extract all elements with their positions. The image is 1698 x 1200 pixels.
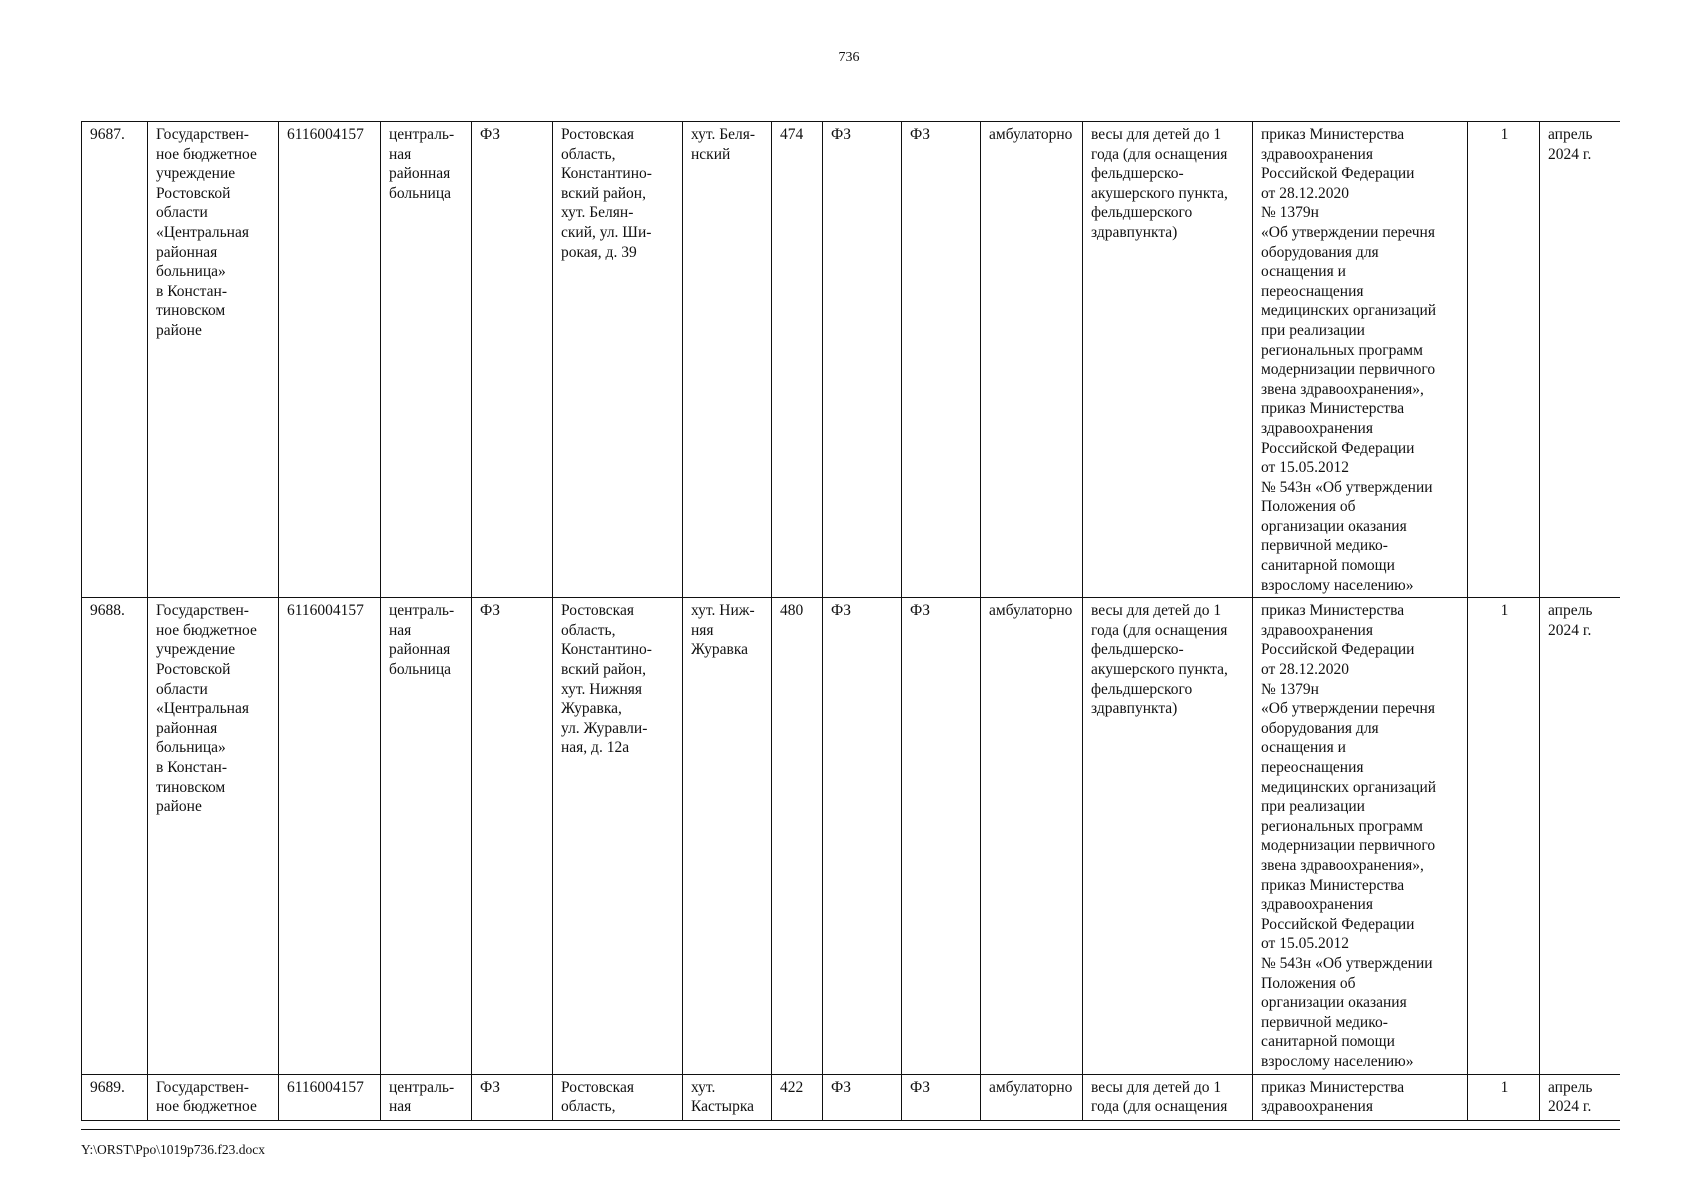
due-date: апрель 2024 г.	[1540, 1074, 1621, 1120]
column-8-value: ФЗ	[823, 1074, 902, 1120]
column-9-value: ФЗ	[902, 598, 981, 1074]
organization-type: централь- ная	[381, 1074, 472, 1120]
column-4-value: ФЗ	[472, 1074, 553, 1120]
column-9-value: ФЗ	[902, 1074, 981, 1120]
due-date: апрель 2024 г.	[1540, 122, 1621, 598]
row-number: 9687.	[82, 122, 148, 598]
column-8-value: ФЗ	[823, 598, 902, 1074]
equipment: весы для детей до 1 года (для оснащения	[1083, 1074, 1253, 1120]
organization-name: Государствен- ное бюджетное учреждение Ростовской области «Центральная районная больница» в Констан- тиновском районе	[148, 598, 279, 1074]
address: Ростовская область,	[553, 1074, 683, 1120]
quantity: 1	[1468, 1074, 1540, 1120]
organization-type: централь- ная районная больница	[381, 598, 472, 1074]
column-9-value: ФЗ	[902, 122, 981, 598]
address: Ростовская область, Константино- вский район, хут. Белян- ский, ул. Ши- рокая, д. 39	[553, 122, 683, 598]
column-4-value: ФЗ	[472, 122, 553, 598]
code: 422	[772, 1074, 823, 1120]
inn: 6116004157	[279, 122, 381, 598]
care-type: амбулаторно	[981, 598, 1083, 1074]
due-date: апрель 2024 г.	[1540, 598, 1621, 1074]
row-number: 9689.	[82, 1074, 148, 1120]
legal-basis: приказ Министерства здравоохранения	[1253, 1074, 1468, 1120]
locality: хут. Беля- нский	[683, 122, 772, 598]
quantity: 1	[1468, 122, 1540, 598]
locality: хут. Ниж- няя Журавка	[683, 598, 772, 1074]
footer-file-path: Y:\ORST\Ppo\1019p736.f23.docx	[81, 1142, 266, 1157]
table-row	[82, 1074, 1621, 1120]
quantity: 1	[1468, 598, 1540, 1074]
equipment: весы для детей до 1 года (для оснащения фельдшерско- акушерского пункта, фельдшерского здравпункта)	[1083, 122, 1253, 598]
table-row	[82, 598, 1621, 1074]
column-4-value: ФЗ	[472, 598, 553, 1074]
register-table	[81, 121, 1620, 1121]
code: 480	[772, 598, 823, 1074]
column-8-value: ФЗ	[823, 122, 902, 598]
organization-type: централь- ная районная больница	[381, 122, 472, 598]
page-number: 736	[838, 50, 860, 65]
legal-basis: приказ Министерства здравоохранения Российской Федерации от 28.12.2020 № 1379н «Об утверждении перечня оборудования для оснащения и переоснащения медицинских организаций при реализации региональных программ модернизации первичного звена здравоохранения», приказ Министерства здравоохранения Российской Федерации от 15.05.2012 № 543н «Об утверждении Положения об организации оказания первичной медико- санитарной помощи взрослому населению»	[1253, 122, 1468, 598]
row-number: 9688.	[82, 598, 148, 1074]
care-type: амбулаторно	[981, 1074, 1083, 1120]
inn: 6116004157	[279, 598, 381, 1074]
legal-basis: приказ Министерства здравоохранения Российской Федерации от 28.12.2020 № 1379н «Об утверждении перечня оборудования для оснащения и переоснащения медицинских организаций при реализации региональных программ модернизации первичного звена здравоохранения», приказ Министерства здравоохранения Российской Федерации от 15.05.2012 № 543н «Об утверждении Положения об организации оказания первичной медико- санитарной помощи взрослому населению»	[1253, 598, 1468, 1074]
code: 474	[772, 122, 823, 598]
address: Ростовская область, Константино- вский район, хут. Нижняя Журавка, ул. Журавли- ная, д. 12а	[553, 598, 683, 1074]
register-table-wrapper	[81, 121, 1620, 1130]
locality: хут. Кастырка	[683, 1074, 772, 1120]
table-row	[82, 122, 1621, 598]
organization-name: Государствен- ное бюджетное	[148, 1074, 279, 1120]
inn: 6116004157	[279, 1074, 381, 1120]
organization-name: Государствен- ное бюджетное учреждение Ростовской области «Центральная районная больница» в Констан- тиновском районе	[148, 122, 279, 598]
equipment: весы для детей до 1 года (для оснащения фельдшерско- акушерского пункта, фельдшерского здравпункта)	[1083, 598, 1253, 1074]
care-type: амбулаторно	[981, 122, 1083, 598]
